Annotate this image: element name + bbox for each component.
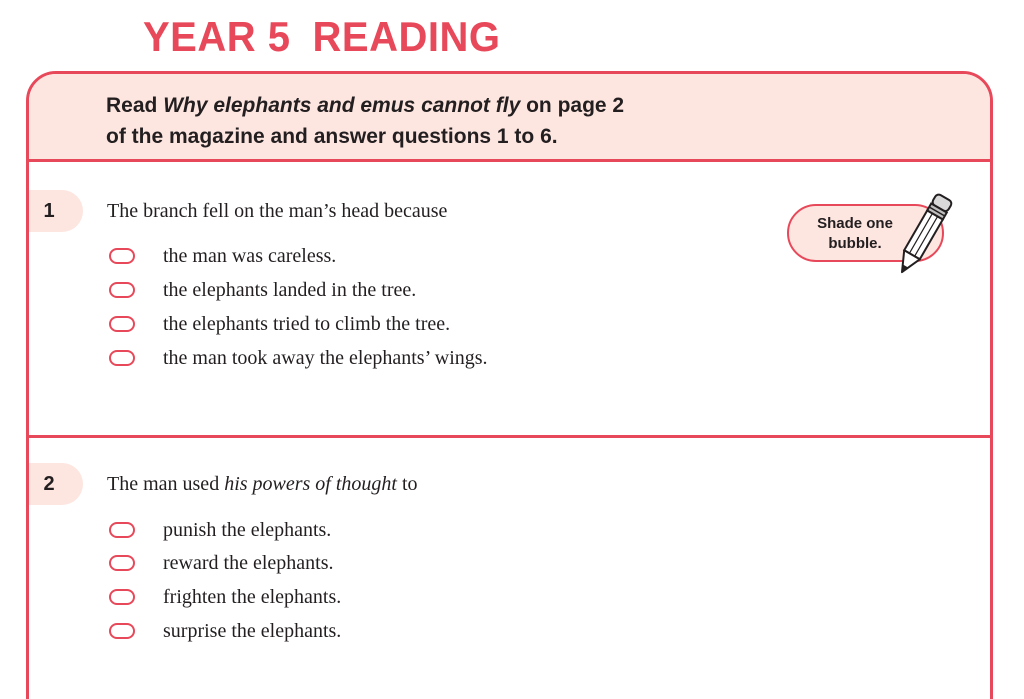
option-label: the man took away the elephants’ wings. [163, 347, 488, 369]
stem-italic: his powers of thought [224, 473, 397, 495]
shade-line-1: Shade one [817, 215, 893, 232]
option-label: reward the elephants. [163, 552, 334, 574]
answer-bubble[interactable] [109, 589, 135, 605]
question-number-tab [29, 463, 83, 505]
answer-bubble[interactable] [109, 522, 135, 538]
banner-text [106, 90, 624, 152]
pencil-icon [889, 186, 959, 282]
stem-end: to [396, 473, 418, 495]
option-label: punish the elephants. [163, 519, 332, 541]
option-label: the man was careless. [163, 245, 337, 267]
answer-bubble[interactable] [109, 316, 135, 332]
shade-instruction-text [809, 214, 901, 254]
option-label: surprise the elephants. [163, 620, 342, 642]
stem-text: The branch fell on the man’s head because [107, 200, 448, 222]
banner-prefix: Read [106, 94, 164, 117]
answer-bubble[interactable] [109, 248, 135, 264]
answer-bubble[interactable] [109, 555, 135, 571]
answer-bubble[interactable] [109, 350, 135, 366]
question-2 [29, 440, 990, 699]
question-number-tab [29, 190, 83, 232]
option-label: the elephants tried to climb the tree. [163, 313, 451, 335]
subject-label: READING [312, 14, 501, 61]
banner-line-1 [106, 90, 624, 121]
question-number: 2 [43, 473, 55, 495]
question-1 [29, 162, 990, 438]
story-title: Why elephants and emus cannot fly [163, 94, 521, 117]
shade-line-2: bubble. [828, 235, 882, 252]
instruction-banner [29, 74, 990, 162]
page-title [143, 14, 500, 61]
question-stem [107, 199, 447, 223]
answer-bubble[interactable] [109, 623, 135, 639]
question-frame [26, 71, 993, 699]
answer-bubble[interactable] [109, 282, 135, 298]
question-stem [107, 472, 418, 496]
option-label: the elephants landed in the tree. [163, 279, 417, 301]
option-label: frighten the elephants. [163, 586, 342, 608]
year-label: YEAR 5 [143, 14, 291, 61]
banner-line-2: of the magazine and answer questions 1 to 6. [106, 125, 558, 148]
stem-text: The man used [107, 473, 225, 495]
question-number: 1 [43, 200, 55, 222]
banner-suffix: on page 2 [520, 94, 625, 117]
